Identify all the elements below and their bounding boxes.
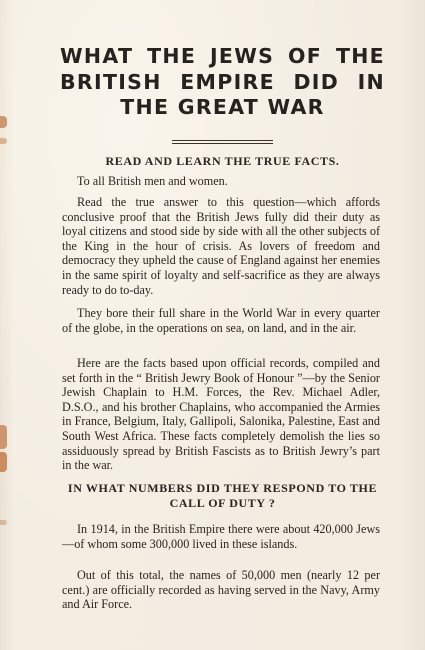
page-edge-stain: [0, 425, 7, 449]
paragraph-total: Out of this total, the names of 50,000 men (nearly 12 per cent.) are officially recorded as having served in the Navy, Army and Air Force.: [62, 568, 380, 612]
subheading-numbers: IN WHAT NUMBERS DID THEY RESPOND TO THE CALL OF DUTY ?: [67, 481, 378, 510]
paragraph-facts: Here are the facts based upon official records, compiled and set forth in the “ British Jewry Book of Honour ”—by the Senior Jewish Chaplain to H.M. Forces, the Rev. Michael Adler, D.S.O., and his brother Chaplains, who accompanied the Armies in France, Belgium, Italy, Gallipoli, Salonika, Palestine, East and South West Africa. These facts completely demolish the lies so assiduously spread by British Fascists as to British Jewry’s part in the war.: [62, 356, 380, 473]
paragraph-salutation: To all British men and women.: [77, 174, 228, 188]
document-title: WHAT THE JEWS OF THE BRITISH EMPIRE DID IN THE GREAT WAR: [60, 44, 385, 119]
subheading-true-facts: READ AND LEARN THE TRUE FACTS.: [105, 154, 340, 168]
paragraph-1914: In 1914, in the British Empire there were about 420,000 Jews—of whom some 300,000 lived in these islands.: [62, 522, 380, 551]
title-divider: [172, 140, 273, 144]
paragraph-world-war: They bore their full share in the World War in every quarter of the globe, in the operations on sea, on land, and in the air.: [62, 306, 380, 335]
page-edge-stain: [0, 138, 7, 144]
page-edge-stain: [0, 520, 7, 525]
paragraph-answer: Read the true answer to this question—which affords conclusive proof that the British Jews fully did their duty as loyal citizens and stood side by side with all the other subjects of the King in the hour of crisis. As lovers of freedom and democracy they upheld the cause of England against her enemies in the same spirit of loyalty and self-sacrifice as they are always ready to do to-day.: [62, 195, 380, 297]
page-edge-stain: [0, 452, 7, 472]
page-edge-stain: [0, 116, 7, 128]
